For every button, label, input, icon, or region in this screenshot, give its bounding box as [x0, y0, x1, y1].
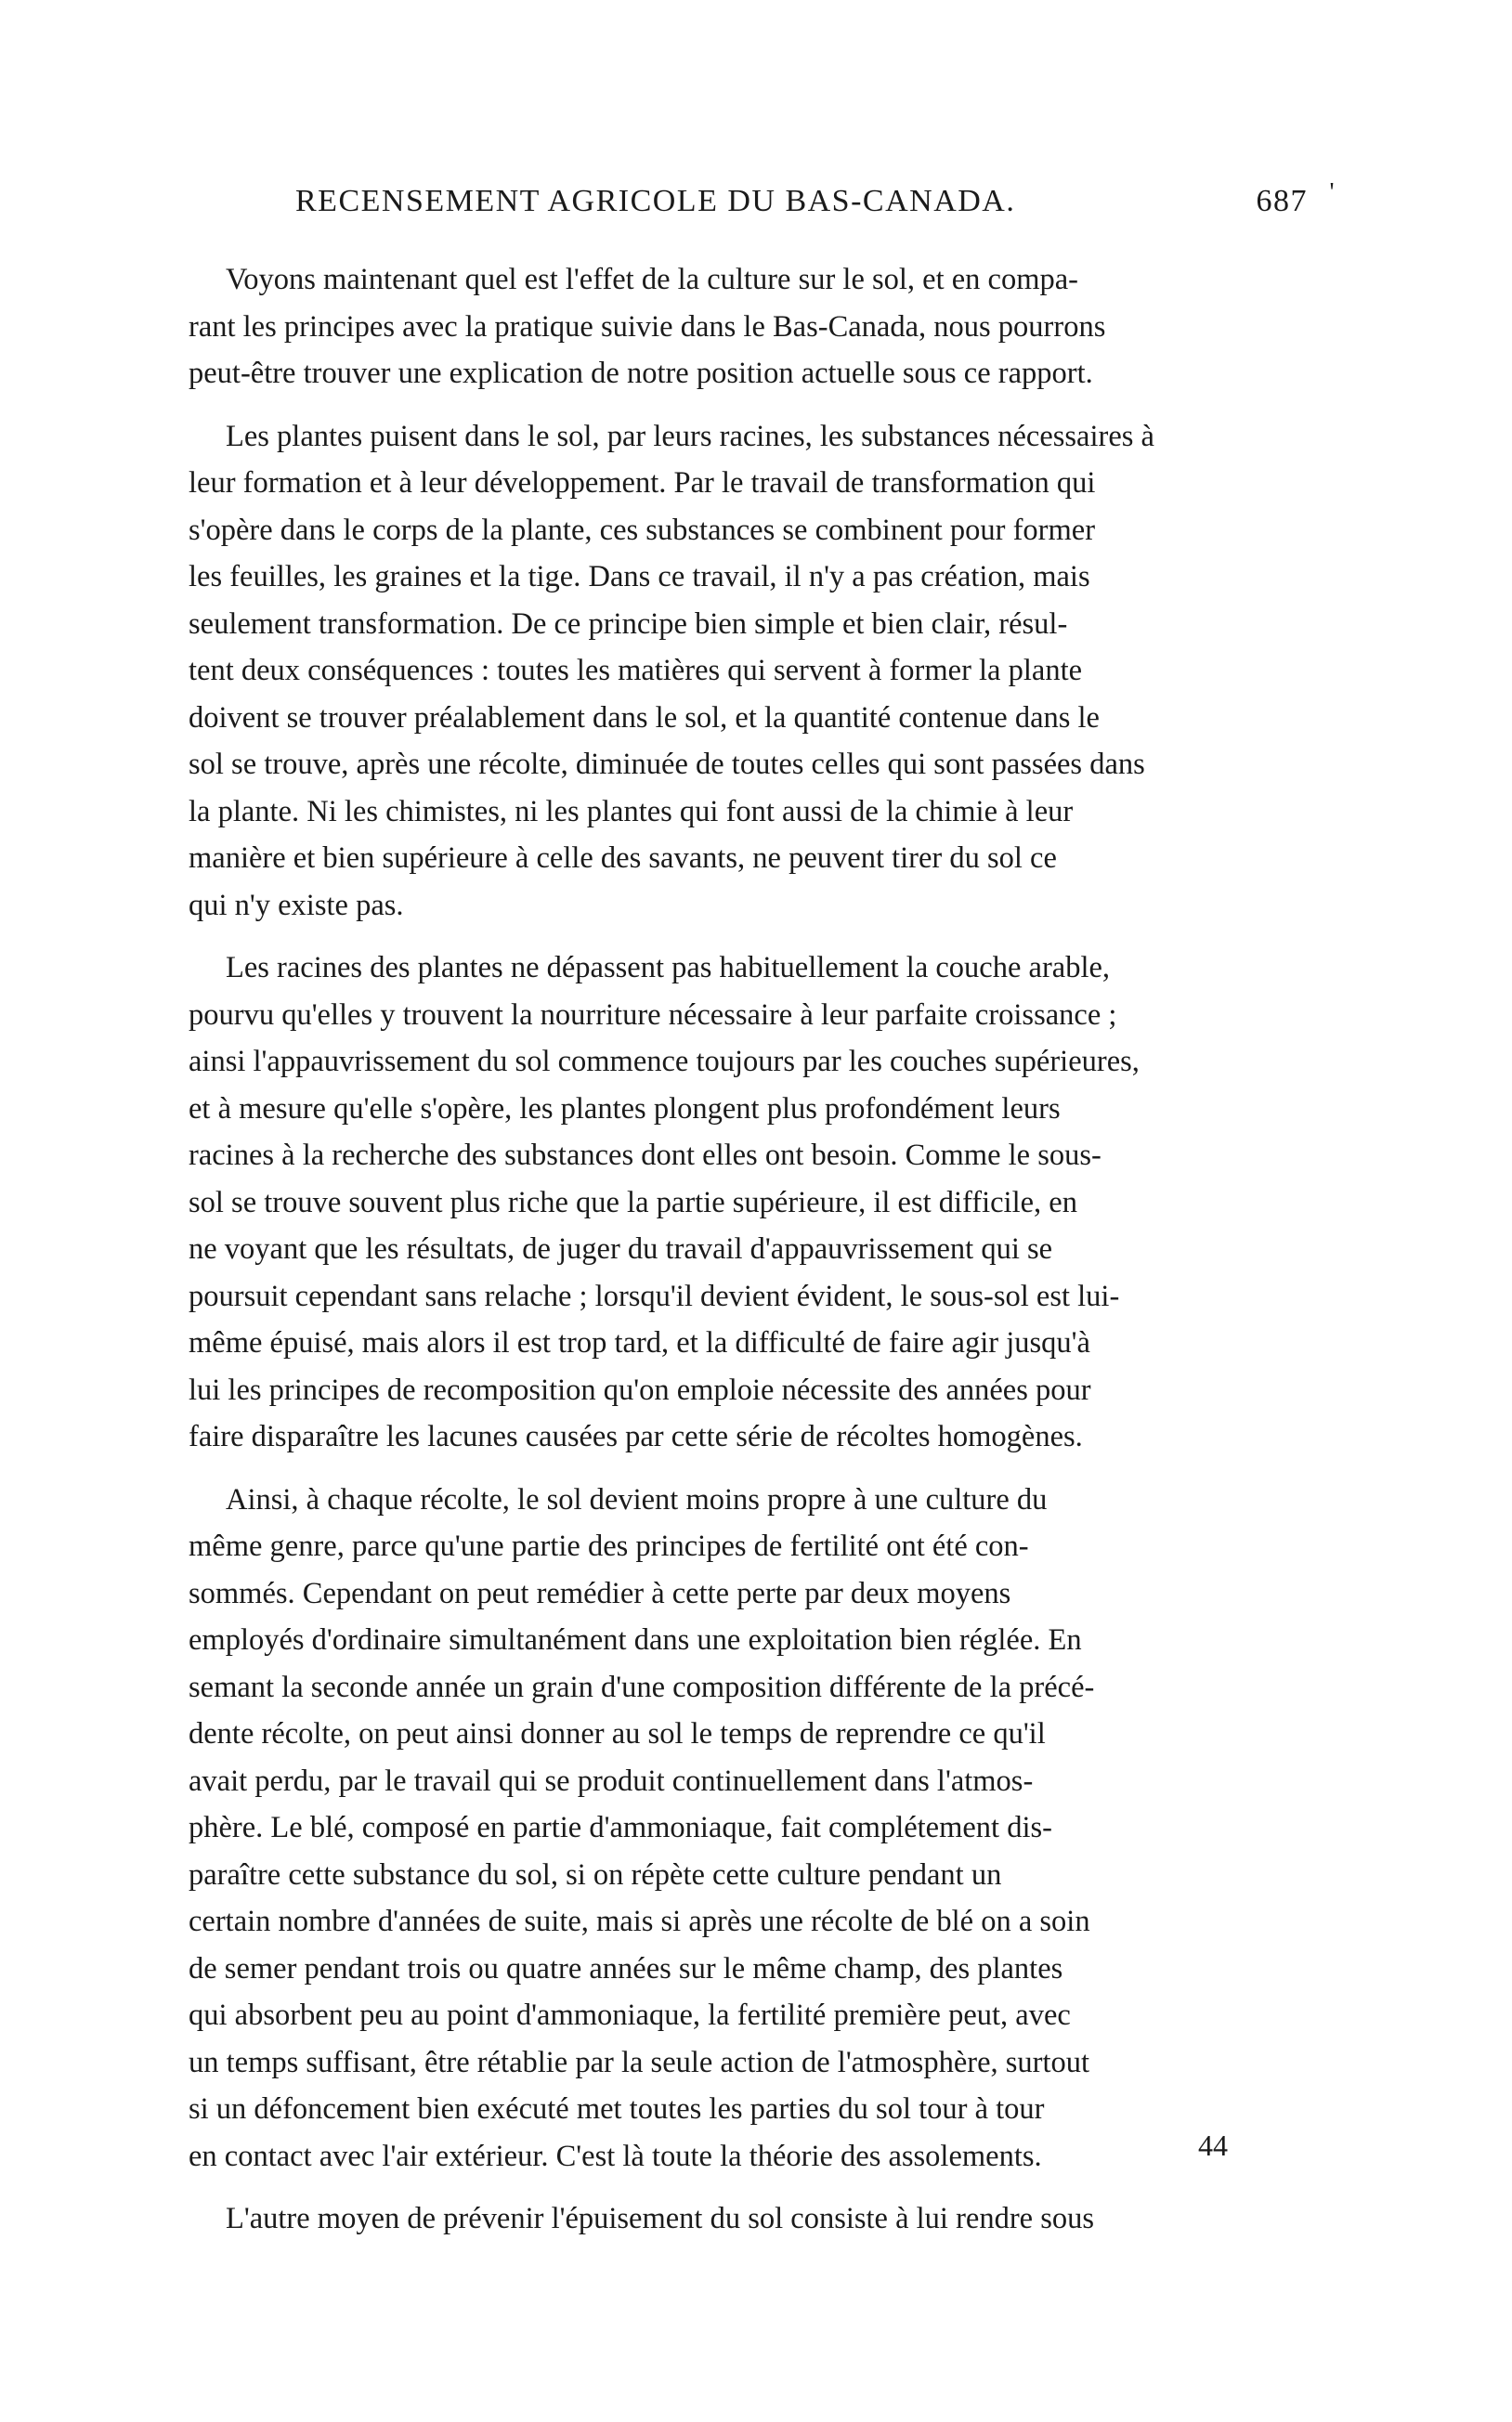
paragraph-4 — [189, 1477, 1353, 2181]
text-line: L'autre moyen de prévenir l'épuisement du sol consiste à lui rendre sous — [226, 2202, 1094, 2235]
text-line: Ainsi, à chaque récolte, le sol devient moins propre à une culture du — [226, 1482, 1048, 1517]
paragraph-2 — [189, 413, 1353, 930]
text-line: Les plantes puisent dans le sol, par leurs racines, les substances nécessaires à — [226, 419, 1154, 453]
text-line: tent deux conséquences : toutes les matières qui servent à former la plante — [189, 654, 1083, 687]
text-line: phère. Le blé, composé en partie d'ammoniaque, fait complétement dis- — [189, 1811, 1052, 1844]
text-line: poursuit cependant sans relache ; lorsqu'il devient évident, le sous-sol est lui- — [189, 1279, 1120, 1313]
text-line: Voyons maintenant quel est l'effet de la culture sur le sol, et en compa- — [226, 263, 1078, 296]
text-line: et à mesure qu'elle s'opère, les plantes plongent plus profondément leurs — [189, 1091, 1061, 1126]
text-line: seulement transformation. De ce principe bien simple et bien clair, résul- — [189, 606, 1068, 641]
signature-mark: 44 — [1198, 2129, 1228, 2162]
running-title: RECENSEMENT AGRICOLE DU BAS-CANADA. — [295, 184, 1016, 218]
text-line: employés d'ordinaire simultanément dans une exploitation bien réglée. En — [189, 1623, 1082, 1657]
text-line: lui les principes de recomposition qu'on emploie nécessite des années pour — [189, 1373, 1091, 1407]
text-line: avait perdu, par le travail qui se produit continuellement dans l'atmos- — [189, 1764, 1034, 1798]
stray-mark: ' — [1329, 178, 1336, 207]
text-line: même épuisé, mais alors il est trop tard, et la difficulté de faire agir jusqu'à — [189, 1326, 1090, 1360]
paragraph-1 — [189, 256, 1353, 397]
text-line: pourvu qu'elles y trouvent la nourriture nécessaire à leur parfaite croissance ; — [189, 997, 1117, 1032]
text-line: les feuilles, les graines et la tige. Dans ce travail, il n'y a pas création, mais — [189, 560, 1090, 593]
text-line: leur formation et à leur développement. Par le travail de transformation qui — [189, 466, 1096, 500]
text-line: dente récolte, on peut ainsi donner au sol le temps de reprendre ce qu'il — [189, 1717, 1046, 1751]
text-line: en contact avec l'air extérieur. C'est là toute la théorie des assolements. — [189, 2139, 1042, 2173]
paragraph-5 — [189, 2195, 1353, 2243]
text-line: ne voyant que les résultats, de juger du travail d'appauvrissement qui se — [189, 1232, 1053, 1266]
text-line: la plante. Ni les chimistes, ni les plantes qui font aussi de la chimie à leur — [189, 794, 1074, 828]
text-line: qui absorbent peu au point d'ammoniaque, la fertilité première peut, avec — [189, 1999, 1071, 2032]
text-line: racines à la recherche des substances dont elles ont besoin. Comme le sous- — [189, 1139, 1101, 1172]
text-line: rant les principes avec la pratique suivie dans le Bas-Canada, nous pourrons — [189, 309, 1106, 344]
text-line: si un défoncement bien exécuté met toutes les parties du sol tour à tour — [189, 2092, 1045, 2126]
running-head — [295, 178, 1336, 230]
text-line: qui n'y existe pas. — [189, 888, 404, 922]
page-number: 687 — [1256, 184, 1308, 218]
paragraph-3 — [189, 944, 1353, 1461]
text-line: semant la seconde année un grain d'une composition différente de la précé- — [189, 1670, 1095, 1704]
text-line: paraître cette substance du sol, si on répète cette culture pendant un — [189, 1857, 1002, 1892]
text-line: sol se trouve souvent plus riche que la partie supérieure, il est difficile, en — [189, 1185, 1077, 1219]
text-line: Les racines des plantes ne dépassent pas habituellement la couche arable, — [226, 951, 1111, 984]
text-line: un temps suffisant, être rétablie par la seule action de l'atmosphère, surtout — [189, 2045, 1090, 2079]
text-line: sol se trouve, après une récolte, diminuée de toutes celles qui sont passées dans — [189, 748, 1145, 781]
text-line: certain nombre d'années de suite, mais si après une récolte de blé on a soin — [189, 1905, 1090, 1938]
text-line: faire disparaître les lacunes causées par cette série de récoltes homogènes. — [189, 1420, 1083, 1453]
text-line: même genre, parce qu'une partie des principes de fertilité ont été con- — [189, 1530, 1029, 1563]
body-text — [189, 256, 1353, 2243]
text-line: doivent se trouver préalablement dans le sol, et la quantité contenue dans le — [189, 700, 1100, 735]
text-line: manière et bien supérieure à celle des savants, ne peuvent tirer du sol ce — [189, 841, 1057, 875]
text-line: de semer pendant trois ou quatre années sur le même champ, des plantes — [189, 1951, 1063, 1986]
text-line: peut-être trouver une explication de notre position actuelle sous ce rapport. — [189, 357, 1093, 390]
text-line: sommés. Cependant on peut remédier à cette perte par deux moyens — [189, 1576, 1011, 1610]
text-line: s'opère dans le corps de la plante, ces substances se combinent pour former — [189, 513, 1096, 547]
text-line: ainsi l'appauvrissement du sol commence toujours par les couches supérieures, — [189, 1045, 1140, 1078]
